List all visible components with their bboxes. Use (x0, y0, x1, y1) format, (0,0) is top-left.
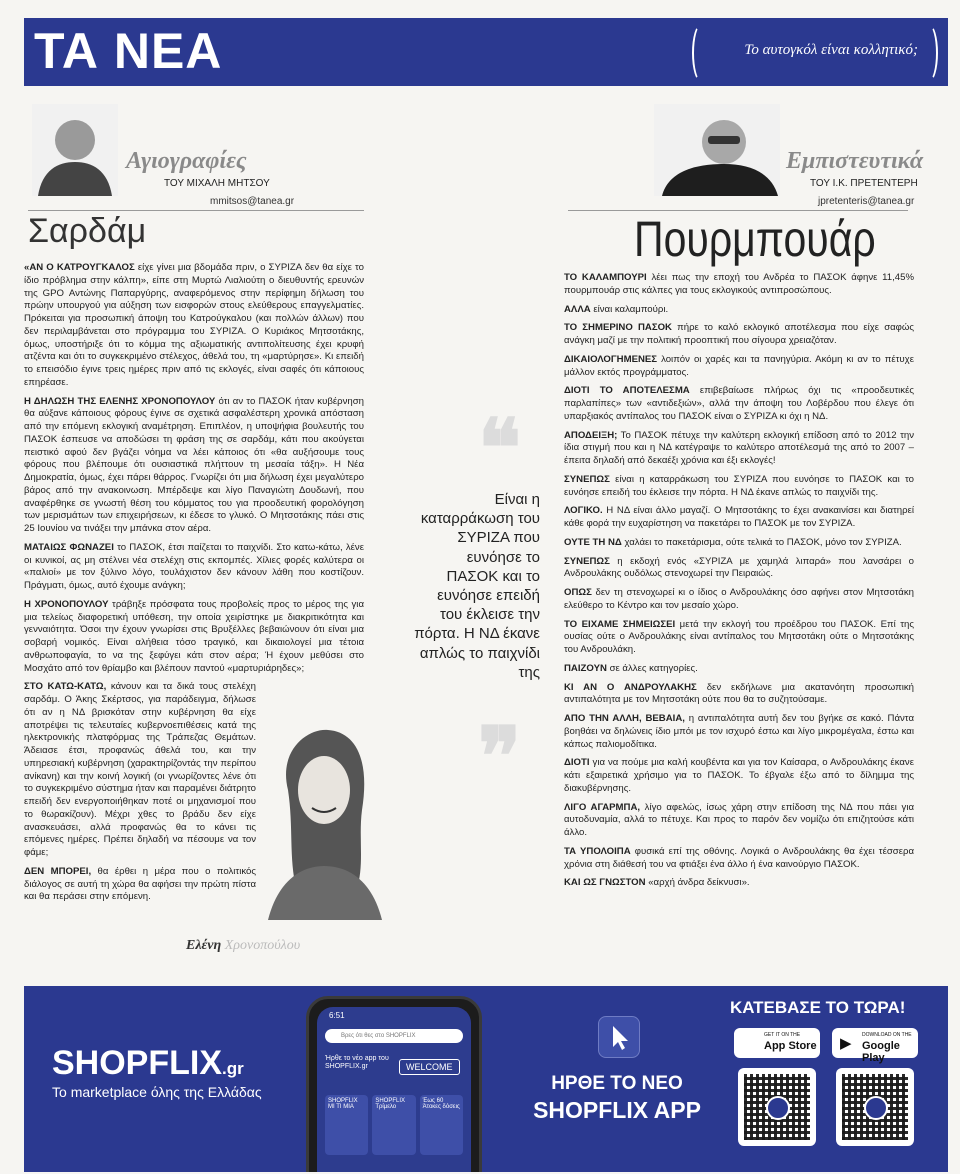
newspaper-logo: ΤΑ ΝΕΑ (34, 23, 223, 79)
phone-search-bar: Βρες ότι θες στο SHOPFLIX (325, 1029, 463, 1043)
paragraph: ΜΑΤΑΙΩΣ ΦΩΝΑΖΕΙ το ΠΑΣΟΚ, έτσι παίζεται το παιχνίδι. Στο κατω-κάτω, λένε οι κυνικοί, ας μη στέλνει νέα στελέχη στις εκπομπές. Χίλιες φορές καλύτερα οι «παλιοί» με τον ξύλινο λόγο, τουλάχιστον δεν κάνουν λάθη που κοστίζουν. Πράγματι, όμως, αυτό έχουμε ανάγκη; (24, 541, 364, 591)
phone-hero-text: Ήρθε το νέο app του SHOPFLIX.gr (325, 1055, 389, 1071)
phone-tile: SHOPFLIX ΜΙ ΤΙ ΜΙΑ (325, 1095, 368, 1155)
author-photo-left (32, 104, 118, 196)
ad-brand-logo: SHOPFLIX.gr (52, 1044, 244, 1082)
paragraph: ΔΙΟΤΙ ΤΟ ΑΠΟΤΕΛΕΣΜΑ επιβεβαίωσε πλήρως όχι τις «προοδευτικές παρλαπίπες» των «αντιδεξιών», αλλά την άποψη του Λοβέρδου που έλεγε ότι υπαρξιακός αντίπαλος του ΠΑΣΟΚ είναι ο ΣΥΡΙΖΑ κι όχι η ΝΔ. (564, 385, 914, 422)
paragraph: ΛΟΓΙΚΟ. Η ΝΔ είναι άλλο μαγαζί. Ο Μητσοτάκης το έχει ανακαινίσει και διατηρεί κάθε φορά την ευχαρίστηση να πακετάρει το ΠΑΣΟΚ με τον ΣΥΡΙΖΑ. (564, 505, 914, 529)
paragraph: ΚΙ ΑΝ Ο ΑΝΔΡΟΥΛΑΚΗΣ δεν εκδήλωνε μια ακατανόητη προσωπική αντιπαλότητα με τον Μητσοτάκη ούτε που θα το συζητούσαμε. (564, 681, 914, 706)
ad-tagline: Το marketplace όλης της Ελλάδας (52, 1084, 262, 1100)
paragraph: Η ΧΡΟΝΟΠΟΥΛΟΥ τράβηξε πρόσφατα τους προβολείς προς το μέρος της για μια τελείως διαφορετική υπόθεση, την οποία χειρίστηκε με διακριτικότητα και γενναιότητα. Όσοι την έχουν γνωρίσει στις Βρυξέλλες βεβαιώνουν ότι είναι μια σοβαρή νομικός. Είναι αλήθεια τόσο τραγικό, και δικαιολογεί μια τέτοια ανθρωποφαγία, το να της ξεφύγει κάτι στον αέρα; Ή έχουν μεθύσει στο Μοσχάτο από τον θρίαμβο και βλέπουν παντού «μαρτυριάρηδες»; (24, 598, 364, 674)
paren-left-decoration (692, 24, 710, 82)
paragraph: ΑΠΟΔΕΙΞΗ; Το ΠΑΣΟΚ πέτυχε την καλύτερη εκλογική επίδοση από το 2012 την ίδια στιγμή που και η ΝΔ κατέγραψε το καλύτερο αποτέλεσμά της από το 2007 – έπειτα δηλαδή από δεκαέξι χρόνια και έξι εκλογές! (564, 429, 914, 466)
shopflix-ad-banner[interactable] (24, 986, 948, 1172)
phone-tile: SHOPFLIX Τρίμελο (372, 1095, 415, 1155)
paragraph: ΣΤΟ ΚΑΤΩ-ΚΑΤΩ, κάνουν και τα δικά τους στελέχη σαρδάμ. Ο Άκης Σκέρτσος, για παράδειγμα, δήλωσε ότι αν η ΝΔ βρισκόταν στην κυβέρνηση θα είχε αποτρέψει τις τελευταίες κυβερνοεπιθέσεις κατά της ηλεκτρονικής πλατφόρμας της Τράπεζας Θεμάτων. Άδειασε έτσι, προφανώς άθελά του, και την υπηρεσιακή κυβέρνηση (χαρακτηρίζοντάς την περίπου ανίκανη) και την κοινή λογική (οι γνωρίζοντες λένε ότι το συγκεκριμένο σύστημα ήταν και παραμένει διάτρητο επειδή δεν ενεργοποιήθηκαν ποτέ οι μηχανισμοί που το θωρακίζουν). Μέχρι χθες το βράδυ δεν είχε ανασκευάσει, αλλά προφανώς θα το κάνει τις επόμενες ημέρες. Πρέπει δηλαδή να πέσουμε να τον φάμε; (24, 681, 256, 858)
qr-code-googleplay[interactable] (836, 1068, 914, 1146)
person-icon (654, 104, 780, 196)
phone-welcome-badge: WELCOME (399, 1059, 460, 1075)
paragraph: «ΑΝ Ο ΚΑΤΡΟΥΓΚΑΛΟΣ είχε γίνει μια βδομάδα πριν, ο ΣΥΡΙΖΑ δεν θα είχε το ίδιο πρόβλημα στην κάλπη», είπε στη Μυρτώ Λιαλιούτη ο διευθυντής ερευνών της GPO Αντώνης Παπαργύρης, αναφερόμενος στην περίφημη δήλωση του πρώην υπουργού για αύξηση των εισφορών στους ελεύθερους επαγγελματίες. Πρόκειται για προσωπική άποψη του Κατρούγκαλου (και πολλών άλλων) που δεν περιλαμβάνεται στο πρόγραμμα του ΣΥΡΙΖΑ. Ο Κυριάκος Μητσοτάκης, όμως, υποστήριξε ότι το κόμμα της αξιωματικής αντιπολίτευσης έχει κρυφή ατζέντα και ότι το συγκεκριμένο στέλεχος, άθελά του, τη «μαρτύρησε». Κι επειδή το επεισόδιο έγινε τρεις ημέρες πριν από τις εκλογές, είναι σαφές ότι κάποιους επηρέασε. (24, 262, 365, 388)
paragraph: ΤΟ ΚΑΛΑΜΠΟΥΡΙ λέει πως την εποχή του Ανδρέα το ΠΑΣΟΚ άφηνε 11,45% πουρμπουάρ στις κάλπες για τους εκλογικούς αντιπροσώπους. (564, 272, 915, 296)
paragraph: Η ΔΗΛΩΣΗ ΤΗΣ ΕΛΕΝΗΣ ΧΡΟΝΟΠΟΥΛΟΥ ότι αν το ΠΑΣΟΚ ήταν κυβέρνηση θα αύξανε κάποιους φόρους έγινε σε σχετικά ασφαλέστερη χρονικά απόσταση από την επόμενη εκλογική αναμέτρηση. Επιπλέον, η υποψήφια βουλευτής του ΠΑΣΟΚ έσπευσε να αποδώσει τη φράση της σε σαρδάμ, κάτι που ακούγεται πειστικό αφού δεν βγάζει νόημα να λέει κάποιος ότι «θα αυξήσουμε τους φόρους που βλέπουμε ότι ουσιαστικά πλήττουν τη μεσαία τάξη». Η Νέα Δημοκρατία, όμως, έχει πάρει θάρρος. Γνωρίζει ότι μια δήλωση έχει μεγαλύτερο βάρος από την ανακοινωση. Μπέρδεψε και λίγο Παναγιώτη Δουδωνή, που αναφέρθηκε σε γνωστή θέση του κόμματος του για προοδευτική φορολόγηση των μερισμάτων των επιχειρήσεων, κι έδεσε το γλυκό. Ο Μητσοτάκης πάει στις 25 Ιουνίου να τινάξει την μπάνκα στον αέρα. (24, 395, 364, 534)
paragraph: ΟΥΤΕ ΤΗ ΝΔ χαλάει το πακετάρισμα, ούτε τελικά το ΠΑΣΟΚ, μόνο τον ΣΥΡΙΖΑ. (564, 536, 902, 548)
quote-open-icon: ❝ (478, 404, 522, 493)
paragraph: ΑΛΛΑ είναι καλαμπούρι. (564, 303, 669, 315)
paragraph: ΣΥΝΕΠΩΣ η εκδοχή ενός «ΣΥΡΙΖΑ με χαμηλά λιπαρά» που λανσάρει ο Ανδρουλάκης ουδόλως στενοχωρεί την Πειραιώς. (564, 555, 914, 580)
phone-tile: Έως 60 Άτοκες δόσεις (420, 1095, 463, 1155)
email-right[interactable]: jpretenteris@tanea.gr (818, 196, 915, 207)
app-store-button[interactable]: GET IT ON THE App Store (734, 1028, 820, 1058)
divider-left (28, 210, 364, 211)
paragraph: ΔΙΟΤΙ για να πούμε μια καλή κουβέντα και για τον Καίσαρα, ο Ανδρουλάκης έκανε κάτι εξαιρετικά χρήσιμο για το ΠΑΣΟΚ. Το έβγαλε έξω από το δίλημμα της διακυβέρνησης. (564, 757, 914, 794)
masthead (24, 18, 948, 86)
paragraph: ΠΑΙΖΟΥΝ σε άλλες κατηγορίες. (564, 662, 698, 674)
column-name-right: Εμπιστευτικά (786, 148, 924, 174)
masthead-slogan: Το αυτογκόλ είναι κολλητικό; (744, 42, 918, 58)
app-cursor-icon (598, 1016, 640, 1058)
column-name-left: Αγιογραφίες (126, 148, 247, 174)
paragraph: ΤΟ ΣΗΜΕΡΙΝΟ ΠΑΣΟΚ πήρε το καλό εκλογικό αποτέλεσμα που είχε σαφώς ανάγκη μαζί με την πολιτική προοπτική που σίγουρα χρειαζόταν. (564, 322, 914, 346)
paragraph: ΑΠΟ ΤΗΝ ΑΛΛΗ, ΒΕΒΑΙΑ, η αντιπαλότητα αυτή δεν του βγήκε σε κακό. Πάντα βοηθάει να δηλώνεις ίδιο μπόι με τον ισχυρό έστω και λίγο μικρομέγαλα, έστω και κάπως παλιομοδίτικα. (564, 713, 914, 750)
person-icon (32, 104, 118, 196)
article-title-left: Σαρδάμ (28, 212, 147, 250)
download-now-label: ΚΑΤΕΒΑΣΕ ΤΟ ΤΩΡΑ! (730, 998, 906, 1017)
phone-mockup (306, 996, 482, 1172)
woman-portrait-icon (258, 720, 388, 920)
phone-time: 6:51 (329, 1011, 345, 1020)
byline-right: ΤΟΥ Ι.Κ. ΠΡΕΤΕΝΤΕΡΗ (810, 178, 918, 189)
email-left[interactable]: mmitsos@tanea.gr (210, 196, 295, 207)
article-title-right: Πουρμπουάρ (634, 211, 876, 267)
phone-tiles (325, 1095, 463, 1155)
paragraph: ΤΑ ΥΠΟΛΟΙΠΑ φυσικά επί της οθόνης. Λογικά ο Ανδρουλάκης θα έχει τέσσερα χρόνια στη διάθεσή του να φτιάξει ένα άλλο ή ένα καινούργιο ΠΑΣΟΚ. (564, 845, 914, 870)
author-photo-right (654, 104, 780, 196)
paren-right-decoration (920, 24, 938, 82)
phone-screen (317, 1007, 471, 1172)
article-body-right (564, 272, 914, 896)
portrait-caption: Ελένη Χρονοπούλου (186, 938, 301, 953)
quote-close-icon: ❞ (478, 712, 522, 801)
paragraph: ΟΠΩΣ δεν τη στενοχωρεί κι ο ίδιος ο Ανδρουλάκης όσο αφήνει στον Μητσοτάκη ελεύθερο το Κέντρο και τον μεσαίο χώρο. (564, 587, 914, 611)
qr-code-appstore[interactable] (738, 1068, 816, 1146)
paragraph: ΔΕΝ ΜΠΟΡΕΙ, θα έρθει η μέρα που ο πολιτικός διάλογος σε αυτή τη χώρα θα αφήσει την πρώτη πίστα και θα περάσει στην επόμενη. (24, 865, 256, 903)
paragraph: ΛΙΓΟ ΑΓΑΡΜΠΑ, λίγο αφελώς, ίσως χάρη στην επίδοση της ΝΔ που πάει για αυτοδυναμία, αλλά το πέτυχε. Και προς το παρόν δεν νομίζω ότι επιζητούσε κάτι άλλο. (564, 801, 914, 838)
portrait-illustration (258, 720, 388, 920)
byline-left: ΤΟΥ ΜΙΧΑΛΗ ΜΗΤΣΟΥ (164, 178, 270, 189)
google-play-button[interactable]: ▶ DOWNLOAD ON THE Google Play (832, 1028, 918, 1058)
pull-quote: Είναι η καταρράκωση του ΣΥΡΙΖΑ που ευνόησε το ΠΑΣΟΚ και το ευνόησε επειδή του έκλεισε την πόρτα. Η ΝΔ έκανε απλώς το παιχνίδι της (414, 491, 540, 681)
paragraph: ΣΥΝΕΠΩΣ είναι η καταρράκωση του ΣΥΡΙΖΑ που ευνόησε το ΠΑΣΟΚ και το ευνόησε επειδή του έκλεισε την πόρτα. Η ΝΔ έκανε απλώς το παιχνίδι της. (564, 473, 914, 498)
ad-headline: ΗΡΘΕ ΤΟ ΝΕΟ SHOPFLIX APP (533, 1073, 701, 1123)
paragraph: ΔΙΚΑΙΟΛΟΓΗΜΕΝΕΣ λοιπόν οι χαρές και τα πανηγύρια. Ακόμη κι αν το πέτυχε μάλλον εκτός προγράμματος. (564, 353, 914, 378)
paragraph: ΚΑΙ ΩΣ ΓΝΩΣΤΟΝ «αρχή άνδρα δείκνυσι». (564, 877, 750, 889)
play-icon: ▶ (840, 1035, 852, 1052)
paragraph: ΤΟ ΕΙΧΑΜΕ ΣΗΜΕΙΩΣΕΙ μετά την εκλογή του προέδρου του ΠΑΣΟΚ. Επί της ουσίας ούτε ο Ανδρουλάκης είναι αντίπαλος του Μητσοτάκη ούτε ο Μητσοτάκης του Ανδρουλάκη. (564, 618, 914, 655)
